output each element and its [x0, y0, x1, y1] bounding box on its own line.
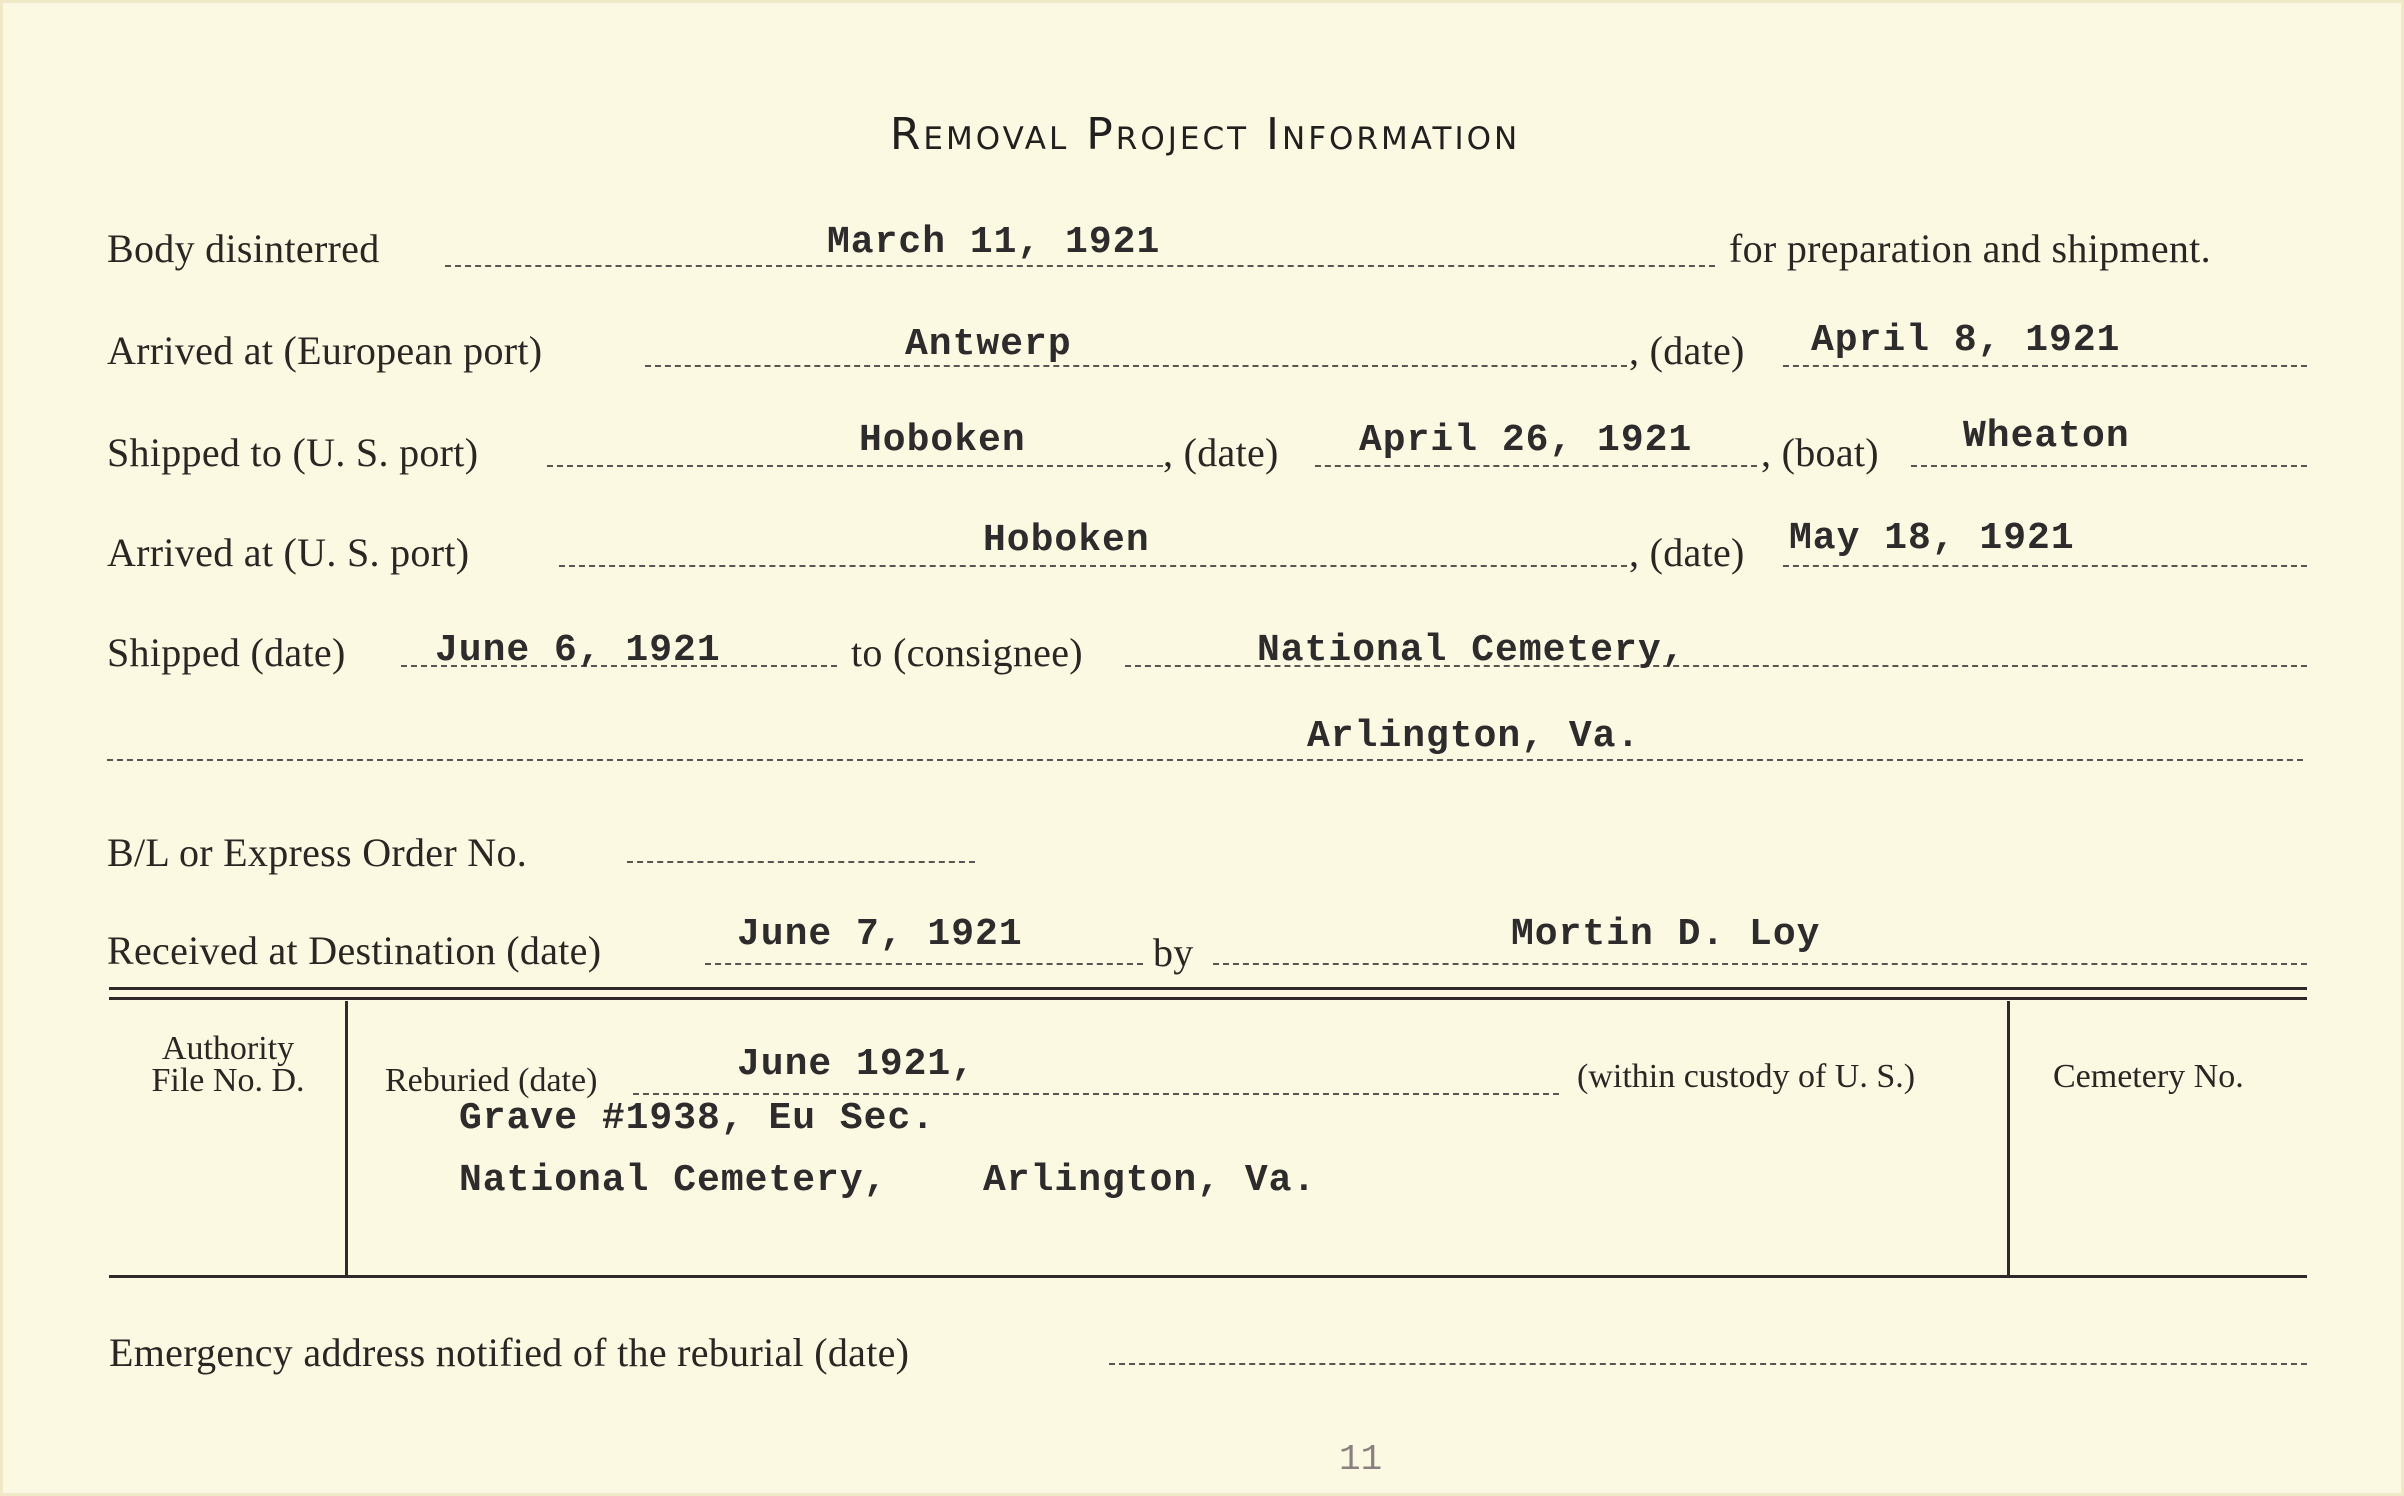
authority-label	[123, 1030, 333, 1099]
box-top-rule-2	[109, 997, 2307, 1000]
bl-order-line	[627, 861, 975, 863]
arrived-european-port: Antwerp	[905, 323, 1072, 366]
shipped-us-boat-label: , (boat)	[1761, 430, 1879, 475]
arrived-european-line	[645, 365, 1627, 367]
authority-label-line-1: Authority	[161, 1030, 295, 1067]
box-bottom-rule	[109, 1275, 2307, 1278]
arrived-european-label: Arrived at (European port)	[107, 328, 543, 373]
arrived-us-port: Hoboken	[983, 519, 1150, 562]
body-disinterred-label: Body disinterred	[107, 226, 380, 271]
received-by: Mortin D. Loy	[1511, 913, 1821, 956]
arrived-us-label: Arrived at (U. S. port)	[107, 530, 470, 575]
shipped-us-port: Hoboken	[859, 419, 1026, 462]
box-divider-left	[345, 1001, 348, 1277]
received-date-line	[705, 963, 1143, 965]
body-disinterred-value: March 11, 1921	[827, 221, 1161, 264]
arrived-us-date: May 18, 1921	[1789, 517, 2075, 560]
arrived-european-date-line	[1783, 365, 2307, 367]
arrived-us-date-line	[1783, 565, 2307, 567]
shipped-us-boat: Wheaton	[1963, 415, 2130, 458]
arrived-us-line	[559, 565, 1627, 567]
reburied-line	[633, 1093, 1559, 1095]
arrived-us-date-label: , (date)	[1629, 530, 1745, 575]
cemetery-line: National Cemetery,	[459, 1159, 888, 1202]
authority-label-line-2: File No. D.	[151, 1062, 305, 1099]
reburied-date: June 1921,	[737, 1043, 976, 1086]
shipped-us-date: April 26, 1921	[1359, 419, 1693, 462]
body-disinterred-suffix: for preparation and shipment.	[1729, 226, 2211, 271]
bl-order-label: B/L or Express Order No.	[107, 830, 528, 875]
custody-label: (within custody of U. S.)	[1577, 1058, 1916, 1095]
page-number: 11	[1339, 1439, 1383, 1480]
received-label: Received at Destination (date)	[107, 928, 602, 973]
emergency-line	[1109, 1363, 2307, 1365]
shipped-date: June 6, 1921	[435, 629, 721, 672]
received-by-line	[1213, 963, 2307, 965]
cemetery-no-label: Cemetery No.	[2053, 1058, 2244, 1095]
cemetery-place: Arlington, Va.	[983, 1159, 1317, 1202]
shipped-us-line	[547, 465, 1163, 467]
page-title: Removal Project Information	[889, 109, 1521, 160]
shipped-us-date-line	[1315, 465, 1757, 467]
grave-line: Grave #1938, Eu Sec.	[459, 1097, 936, 1140]
received-by-label: by	[1153, 930, 1194, 975]
consignee-line-1: National Cemetery,	[1257, 629, 1686, 672]
shipped-us-label: Shipped to (U. S. port)	[107, 430, 479, 475]
box-top-rule-1	[109, 987, 2307, 990]
consignee-line-2: Arlington, Va.	[1307, 715, 1641, 758]
arrived-european-date: April 8, 1921	[1811, 319, 2121, 362]
arrived-european-date-label: , (date)	[1629, 328, 1745, 373]
box-divider-right	[2007, 1001, 2010, 1277]
consignee-continuation-line	[107, 759, 2303, 761]
shipped-us-date-label: , (date)	[1163, 430, 1279, 475]
emergency-label: Emergency address notified of the reburial (date)	[109, 1330, 910, 1375]
shipped-us-boat-line	[1911, 465, 2307, 467]
consignee-label: to (consignee)	[851, 630, 1083, 675]
reburied-label: Reburied (date)	[385, 1062, 598, 1099]
received-date: June 7, 1921	[737, 913, 1023, 956]
body-disinterred-line	[445, 265, 1715, 267]
shipped-label: Shipped (date)	[107, 630, 346, 675]
